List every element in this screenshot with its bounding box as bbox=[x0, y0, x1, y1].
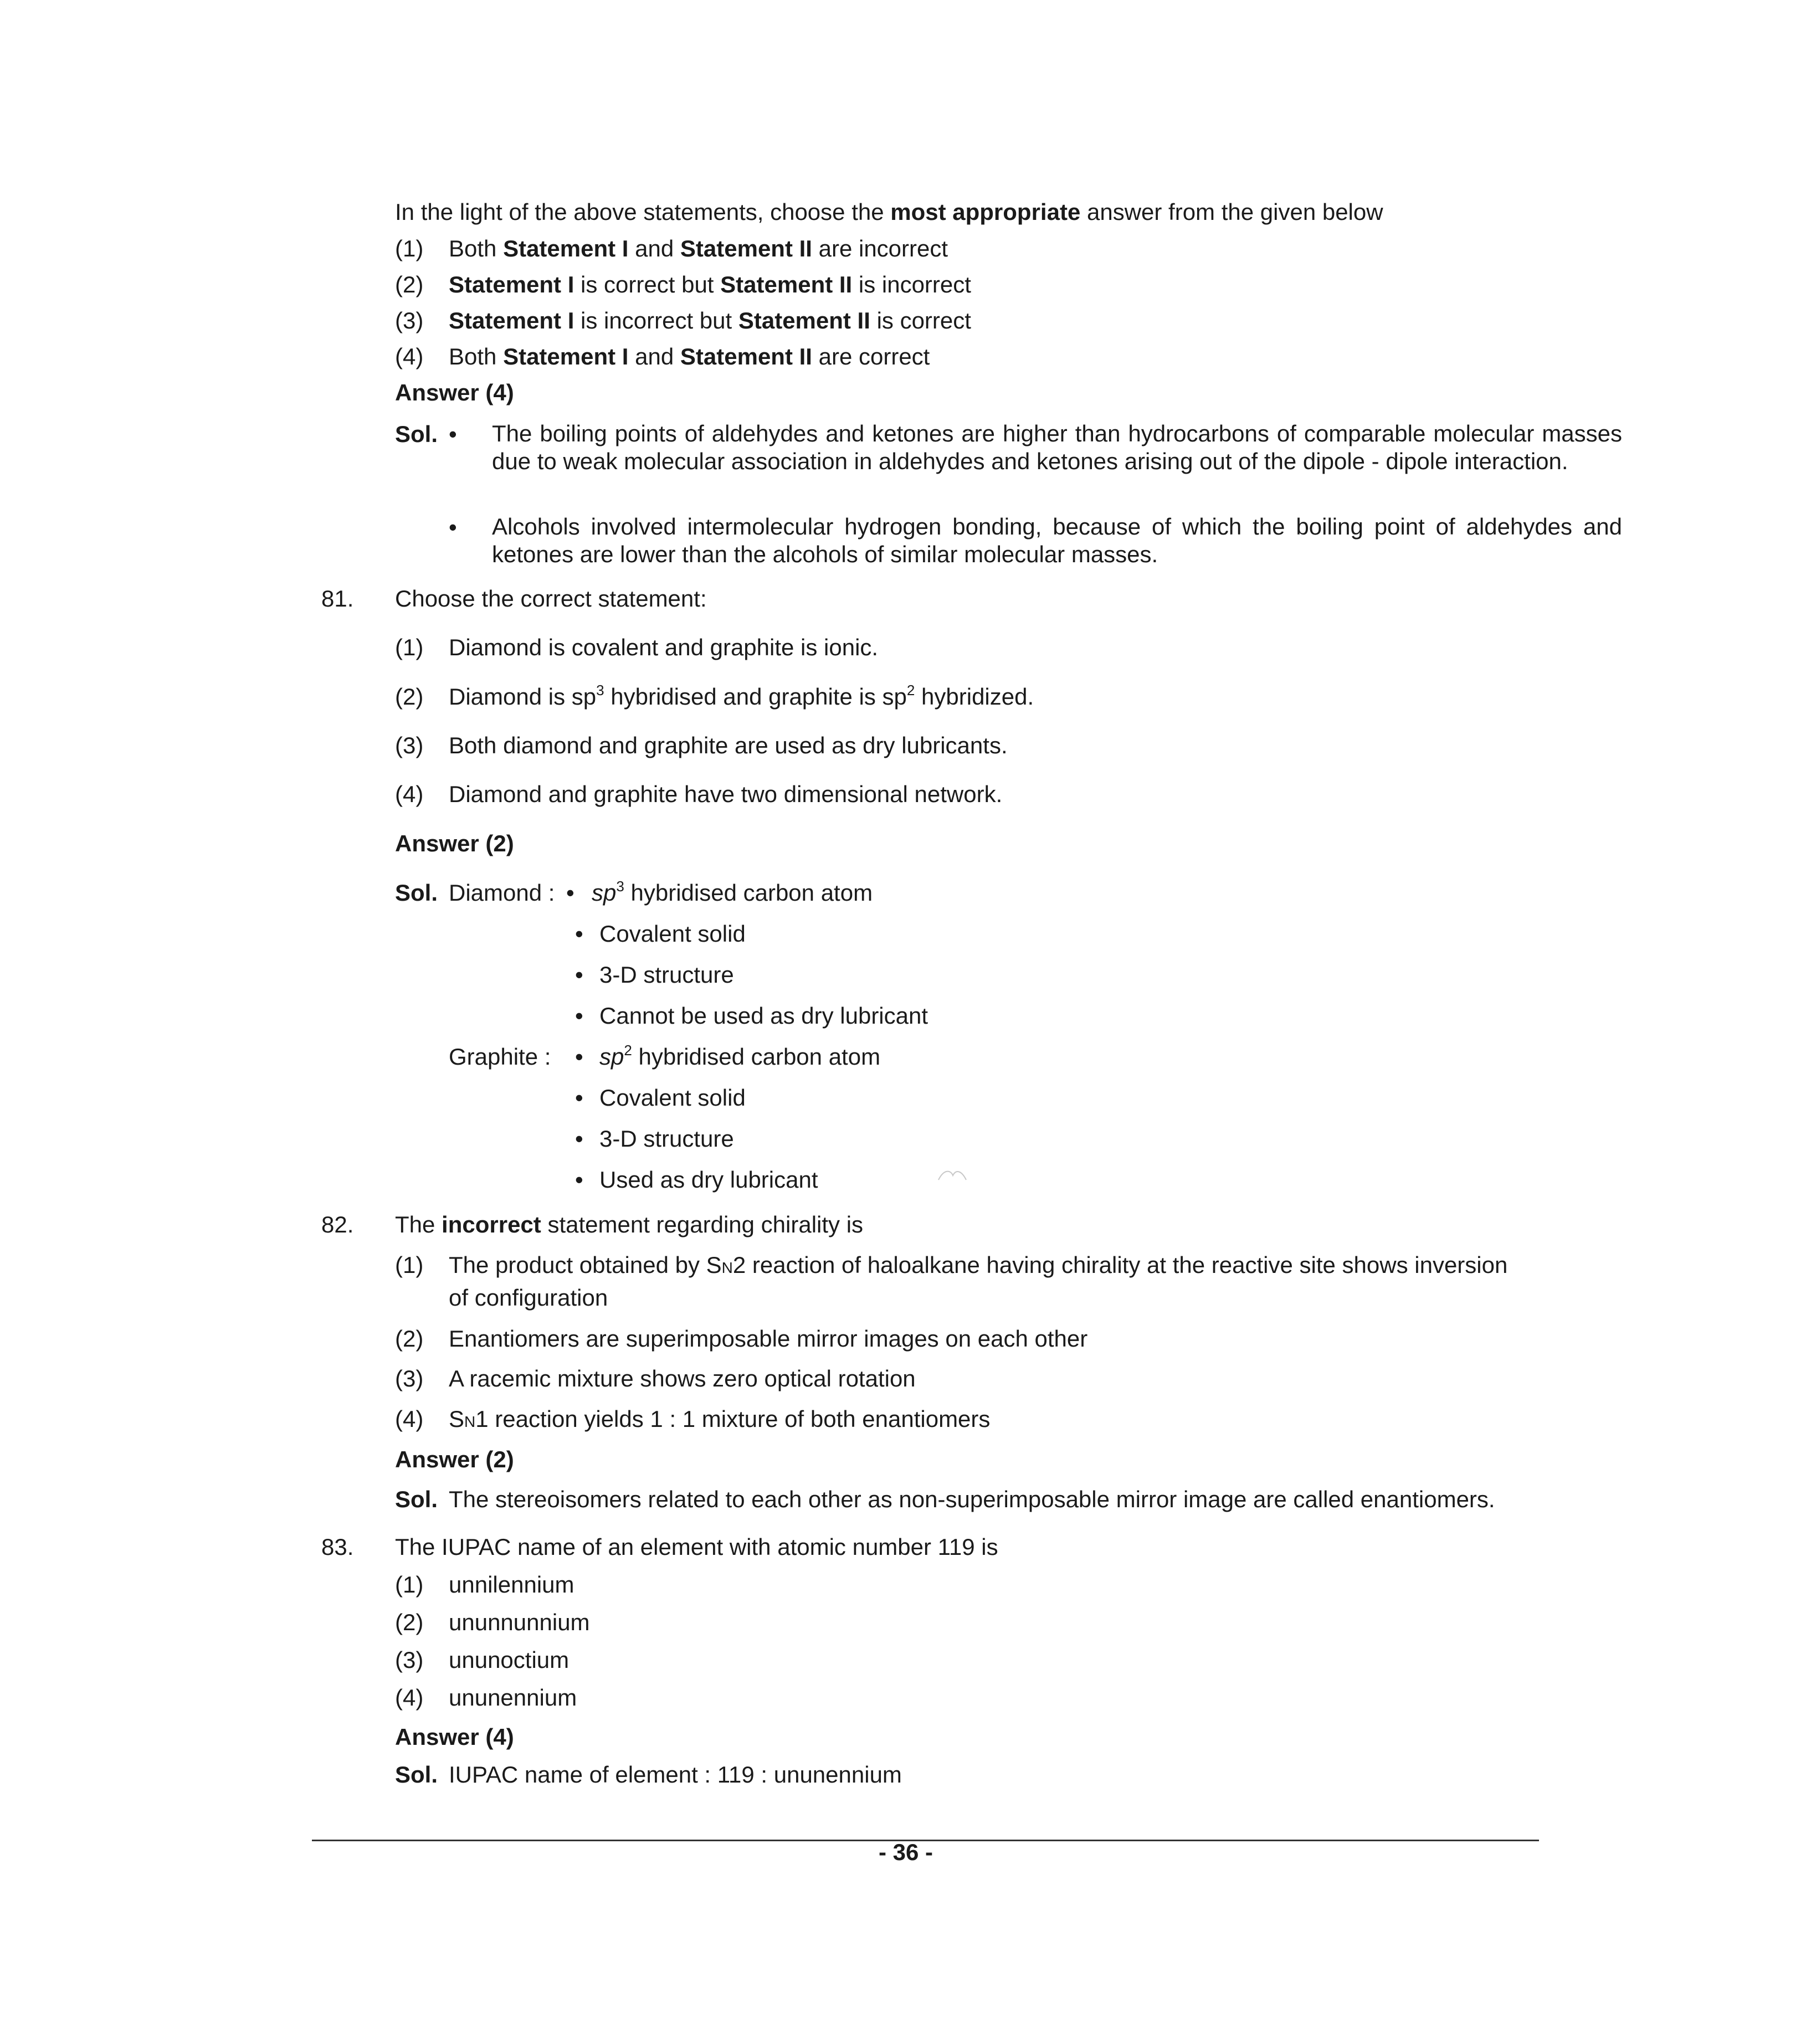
diamond-label: Diamond : bbox=[449, 880, 555, 906]
bullet-dot: • bbox=[575, 1085, 583, 1111]
top-option-4: Both Statement I and Statement II are correct bbox=[449, 343, 930, 369]
q82-option-1: The product obtained by SN2 reaction of haloalkane having chirality at the reactive site shows inversion bbox=[449, 1252, 1508, 1278]
q81-option-4: Diamond and graphite have two dimensional network. bbox=[449, 781, 1003, 807]
bullet-dot: • bbox=[575, 1044, 583, 1070]
q83-sol-text: IUPAC name of element : 119 : ununennium bbox=[449, 1761, 902, 1788]
q83-sol-label: Sol. bbox=[395, 1761, 438, 1788]
question-82-text: The incorrect statement regarding chirality is bbox=[395, 1211, 864, 1237]
graphite-point-2: Covalent solid bbox=[599, 1085, 746, 1111]
bullet-dot: • bbox=[575, 1126, 583, 1152]
q81-sol-label: Sol. bbox=[395, 880, 438, 906]
scan-mark-icon bbox=[936, 1163, 969, 1185]
q81-answer: Answer (2) bbox=[395, 830, 514, 856]
graphite-label: Graphite : bbox=[449, 1044, 551, 1070]
sol-bullet-2: Alcohols involved intermolecular hydrogen bonding, because of which the boiling point of aldehydes and ketones are lower than the alcohols of similar molecular masses. bbox=[492, 513, 1622, 567]
q83-answer: Answer (4) bbox=[395, 1724, 514, 1750]
question-83-text: The IUPAC name of an element with atomic number 119 is bbox=[395, 1534, 998, 1560]
option-number: (4) bbox=[395, 1406, 424, 1432]
q83-option-4: ununennium bbox=[449, 1684, 577, 1711]
q82-option-4: SN1 reaction yields 1 : 1 mixture of both enantiomers bbox=[449, 1406, 991, 1432]
diamond-point-3: 3-D structure bbox=[599, 962, 734, 988]
option-number: (3) bbox=[395, 307, 424, 333]
top-option-3: Statement I is incorrect but Statement II is correct bbox=[449, 307, 971, 333]
option-number: (2) bbox=[395, 1326, 424, 1352]
bullet-dot: • bbox=[449, 514, 457, 540]
option-number: (2) bbox=[395, 1609, 424, 1635]
option-number: (1) bbox=[395, 1571, 424, 1598]
graphite-point-1: $sp^2$ hybridised carbon atom bbox=[599, 1042, 881, 1070]
graphite-point-3: 3-D structure bbox=[599, 1126, 734, 1152]
top-sol-label: Sol. bbox=[395, 421, 438, 447]
sol-bullet-1: The boiling points of aldehydes and ketones are higher than hydrocarbons of comparable molecular masses due to weak molecular association in aldehydes and ketones arising out of the dipole - dipole interaction. bbox=[492, 420, 1622, 474]
graphite-point-4: Used as dry lubricant bbox=[599, 1167, 818, 1193]
q82-option-2: Enantiomers are superimposable mirror images on each other bbox=[449, 1326, 1088, 1352]
top-option-1: Both Statement I and Statement II are incorrect bbox=[449, 235, 948, 261]
question-number-81: 81. bbox=[321, 586, 354, 612]
bullet-dot: • bbox=[575, 1167, 583, 1193]
q83-option-2: ununnunnium bbox=[449, 1609, 590, 1635]
diamond-point-2: Covalent solid bbox=[599, 921, 746, 947]
option-number: (4) bbox=[395, 1684, 424, 1711]
top-option-2: Statement I is correct but Statement II is incorrect bbox=[449, 271, 971, 297]
question-number-82: 82. bbox=[321, 1211, 354, 1237]
q82-sol-text: The stereoisomers related to each other as non-superimposable mirror image are called enantiomers. bbox=[449, 1486, 1495, 1512]
q82-option-3: A racemic mixture shows zero optical rotation bbox=[449, 1365, 916, 1391]
bullet-dot: • bbox=[566, 880, 574, 906]
diamond-point-4: Cannot be used as dry lubricant bbox=[599, 1003, 928, 1029]
q81-option-2: Diamond is $sp^3$ hybridised and graphite is $sp^2$ hybridized. bbox=[449, 682, 1034, 710]
option-number: (4) bbox=[395, 781, 424, 807]
option-number: (3) bbox=[395, 1647, 424, 1673]
option-number: (2) bbox=[395, 684, 424, 710]
option-number: (1) bbox=[395, 634, 424, 660]
option-number: (4) bbox=[395, 343, 424, 369]
option-number: (2) bbox=[395, 271, 424, 297]
q83-option-1: unnilennium bbox=[449, 1571, 574, 1598]
q82-option-1-cont: of configuration bbox=[449, 1285, 608, 1311]
option-number: (3) bbox=[395, 732, 424, 758]
option-number: (1) bbox=[395, 235, 424, 261]
q82-answer: Answer (2) bbox=[395, 1446, 514, 1472]
option-number: (1) bbox=[395, 1252, 424, 1278]
bullet-dot: • bbox=[575, 921, 583, 947]
bullet-dot: • bbox=[449, 421, 457, 447]
q81-option-3: Both diamond and graphite are used as dry lubricants. bbox=[449, 732, 1008, 758]
top-answer: Answer (4) bbox=[395, 379, 514, 405]
bullet-dot: • bbox=[575, 1003, 583, 1029]
diamond-point-1: $sp^3$ hybridised carbon atom bbox=[592, 878, 873, 906]
q81-option-1: Diamond is covalent and graphite is ionic. bbox=[449, 634, 879, 660]
q82-sol-label: Sol. bbox=[395, 1486, 438, 1512]
bullet-dot: • bbox=[575, 962, 583, 988]
question-81-text: Choose the correct statement: bbox=[395, 586, 707, 612]
q83-option-3: ununoctium bbox=[449, 1647, 570, 1673]
page-number: - 36 - bbox=[878, 1839, 933, 1865]
option-number: (3) bbox=[395, 1365, 424, 1391]
intro-line: In the light of the above statements, choose the most appropriate answer from the given below bbox=[395, 199, 1383, 225]
question-number-83: 83. bbox=[321, 1534, 354, 1560]
